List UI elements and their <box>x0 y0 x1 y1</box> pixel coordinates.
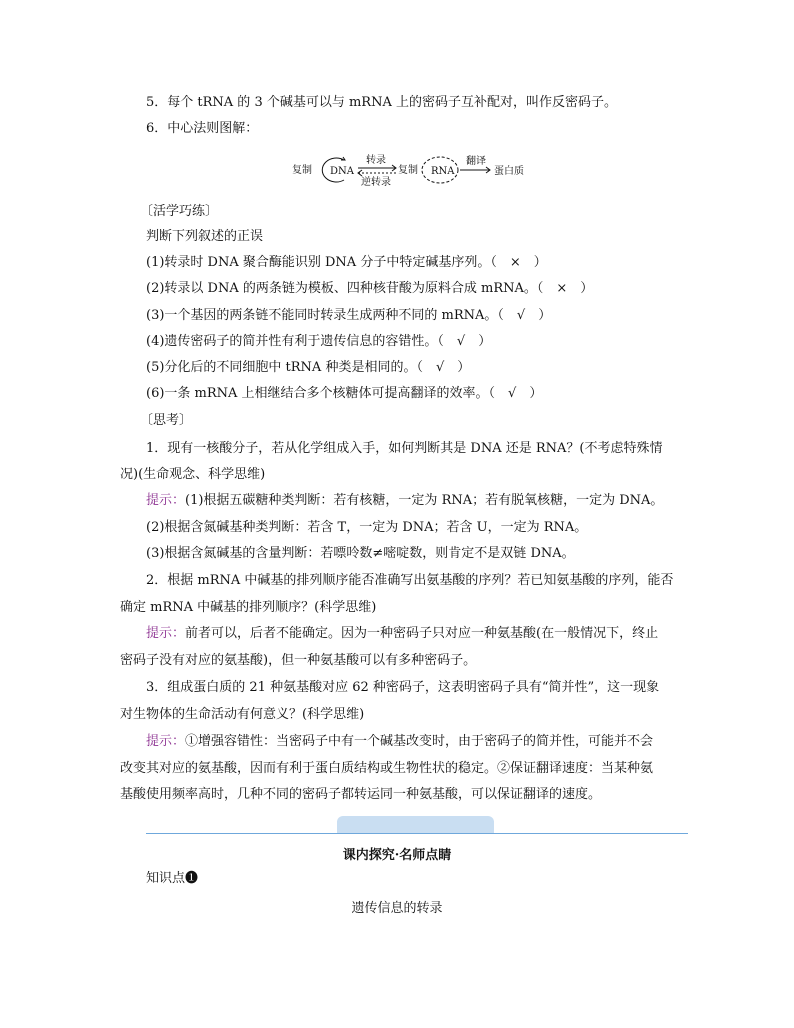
section-heading: 遗传信息的转录 <box>351 901 443 916</box>
hint-label: 提示： <box>146 493 186 508</box>
question-2-line-2: 确定 mRNA 中碱基的排列顺序？(科学思维) <box>120 600 377 615</box>
judge-item-2: (2)转录以 DNA 的两条链为模板、四种核苷酸为原料合成 mRNA。（ × ） <box>146 281 594 296</box>
answer-3-text: ①增强容错性：当密码子中有一个碱基改变时，由于密码子的简并性，可能并不会 <box>185 734 654 749</box>
question-1-line-1: 1．现有一核酸分子，若从化学组成入手，如何判断其是 DNA 还是 RNA？(不考虑特殊情 <box>146 441 663 456</box>
transcription-label: 转录 <box>366 155 386 166</box>
hint-label: 提示： <box>146 626 186 641</box>
answer-1-line-2: (2)根据含氮碱基种类判断：若含 T，一定为 DNA；若含 U，一定为 RNA。 <box>146 520 588 535</box>
practice-header: 〔活学巧练〕 <box>140 204 219 219</box>
judge-item-3: (3)一个基因的两条链不能同时转录生成两种不同的 mRNA。（ √ ） <box>146 308 552 323</box>
judge-item-4: (4)遗传密码子的简并性有利于遗传信息的容错性。（ √ ） <box>146 334 492 349</box>
question-2-line-1: 2．根据 mRNA 中碱基的排列顺序能否准确写出氨基酸的序列？若已知氨基酸的序列，能否 <box>146 573 674 588</box>
answer-3-line-2: 改变其对应的氨基酸，因而有利于蛋白质结构或生物性状的稳定。②保证翻译速度：当某种氨 <box>120 761 654 776</box>
judge-header: 判断下列叙述的正误 <box>146 229 264 244</box>
rna-replication-label: 复制 <box>398 165 418 176</box>
answer-2-line-2: 密码子没有对应的氨基酸)，但一种氨基酸可以有多种密码子。 <box>120 653 477 668</box>
question-3-line-2: 对生物体的生命活动有何意义？(科学思维) <box>120 707 365 722</box>
hint-label: 提示： <box>146 734 186 749</box>
answer-1-line-3: (3)根据含氮碱基的含量判断：若嘌呤数≠嘧啶数，则肯定不是双链 DNA。 <box>146 546 575 561</box>
answer-1-line-1 <box>146 492 663 510</box>
section-banner-rule <box>146 833 688 834</box>
rna-label: RNA <box>431 166 455 177</box>
paragraph-6: 6．中心法则图解： <box>146 121 259 136</box>
judge-item-6: (6)一条 mRNA 上相继结合多个核糖体可提高翻译的效率。（ √ ） <box>146 386 543 401</box>
reverse-transcription-label: 逆转录 <box>361 177 391 188</box>
question-3-line-1: 3．组成蛋白质的 21 种氨基酸对应 62 种密码子，这表明密码子具有“简并性”，这一现象 <box>146 680 660 695</box>
answer-3-line-3: 基酸使用频率高时，几种不同的密码子都转运同一种氨基酸，可以保证翻译的速度。 <box>120 787 602 802</box>
knowledge-point-label: 知识点❶ <box>146 871 199 886</box>
judge-item-1: (1)转录时 DNA 聚合酶能识别 DNA 分子中特定碱基序列。（ × ） <box>146 255 547 270</box>
dna-label: DNA <box>330 166 354 177</box>
translation-label: 翻译 <box>466 156 486 167</box>
judge-item-5: (5)分化后的不同细胞中 tRNA 种类是相同的。（ √ ） <box>146 360 471 375</box>
paragraph-5: 5．每个 tRNA 的 3 个碱基可以与 mRNA 上的密码子互补配对，叫作反密码子。 <box>146 95 617 110</box>
section-banner-tab <box>337 816 494 834</box>
answer-2-text: 前者可以，后者不能确定。因为一种密码子只对应一种氨基酸(在一般情况下，终止 <box>185 626 659 641</box>
think-header: 〔思考〕 <box>140 413 193 428</box>
central-dogma-diagram <box>292 150 532 190</box>
dna-replication-label: 复制 <box>292 165 312 176</box>
answer-2-line-1 <box>146 625 658 643</box>
answer-3-line-1 <box>146 733 653 751</box>
question-1-line-2: 况)(生命观念、科学思维) <box>120 467 266 482</box>
banner-title: 课内探究·名师点睛 <box>342 848 452 863</box>
answer-1-text: (1)根据五碳糖种类判断：若有核糖，一定为 RNA；若有脱氧核糖，一定为 DNA。 <box>185 493 664 508</box>
protein-label: 蛋白质 <box>494 166 524 177</box>
